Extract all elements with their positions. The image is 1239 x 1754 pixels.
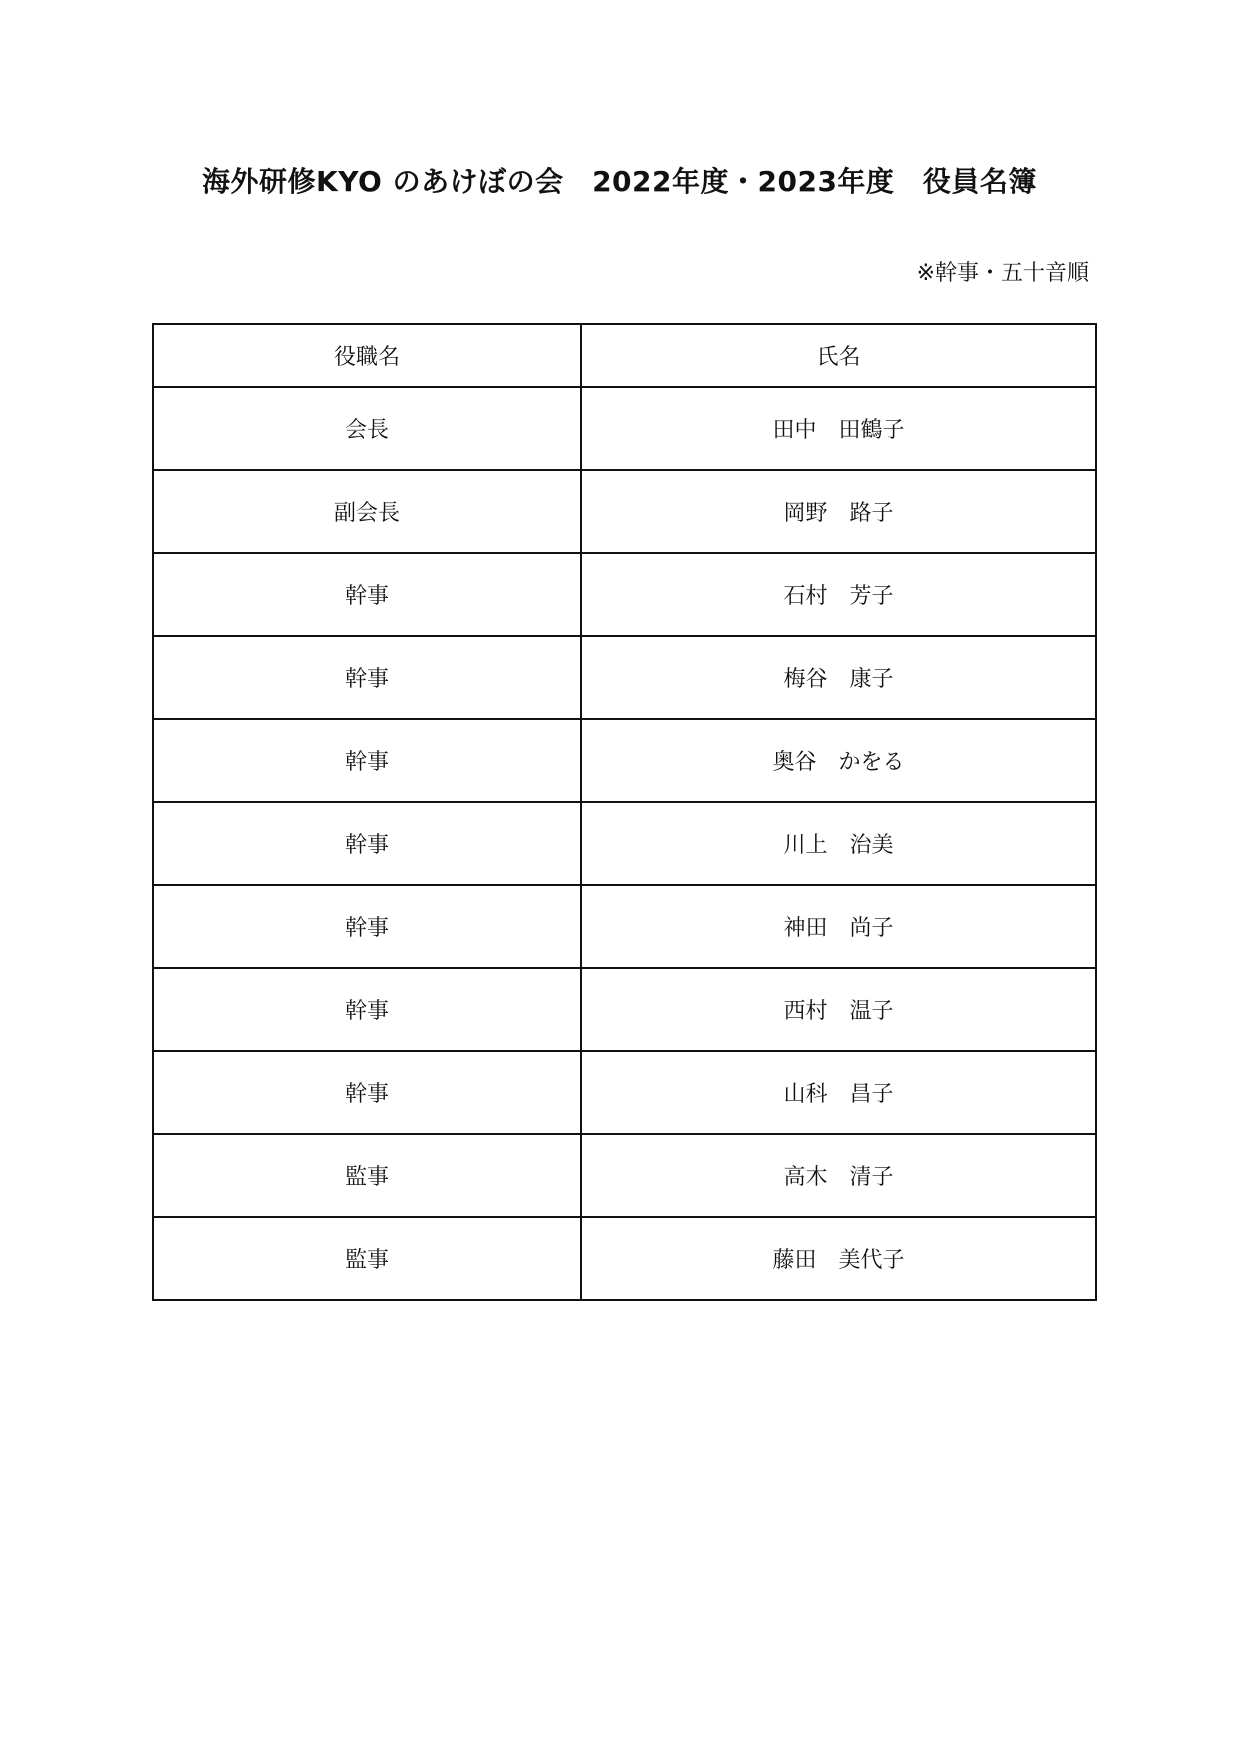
- name-cell: 梅谷 康子: [581, 636, 1096, 719]
- table-row: [153, 719, 1096, 802]
- name-cell: 奥谷 かをる: [581, 719, 1096, 802]
- role-cell: 監事: [153, 1217, 581, 1300]
- role-cell: 幹事: [153, 802, 581, 885]
- sort-order-note: ※幹事・五十音順: [916, 261, 1089, 286]
- role-cell: 幹事: [153, 885, 581, 968]
- role-cell: 幹事: [153, 719, 581, 802]
- role-cell: 幹事: [153, 968, 581, 1051]
- table-row: [153, 1051, 1096, 1134]
- name-cell: 藤田 美代子: [581, 1217, 1096, 1300]
- role-cell: 会長: [153, 387, 581, 470]
- table-header-row: [153, 324, 1096, 387]
- role-cell: 監事: [153, 1134, 581, 1217]
- header-role: 役職名: [153, 324, 581, 387]
- name-cell: 神田 尚子: [581, 885, 1096, 968]
- table-row: [153, 885, 1096, 968]
- table-row: [153, 387, 1096, 470]
- header-name: 氏名: [581, 324, 1096, 387]
- name-cell: 田中 田鶴子: [581, 387, 1096, 470]
- role-cell: 副会長: [153, 470, 581, 553]
- role-cell: 幹事: [153, 553, 581, 636]
- page-title: 海外研修KYO のあけぼの会 2022年度・2023年度 役員名簿: [202, 165, 1037, 198]
- table-row: [153, 1217, 1096, 1300]
- name-cell: 山科 昌子: [581, 1051, 1096, 1134]
- table-row: [153, 968, 1096, 1051]
- name-cell: 西村 温子: [581, 968, 1096, 1051]
- name-cell: 岡野 路子: [581, 470, 1096, 553]
- role-cell: 幹事: [153, 636, 581, 719]
- officer-roster-table: [152, 323, 1097, 1301]
- table-row: [153, 802, 1096, 885]
- role-cell: 幹事: [153, 1051, 581, 1134]
- table-row: [153, 636, 1096, 719]
- name-cell: 川上 治美: [581, 802, 1096, 885]
- name-cell: 石村 芳子: [581, 553, 1096, 636]
- table-row: [153, 553, 1096, 636]
- name-cell: 高木 清子: [581, 1134, 1096, 1217]
- table-row: [153, 470, 1096, 553]
- table-row: [153, 1134, 1096, 1217]
